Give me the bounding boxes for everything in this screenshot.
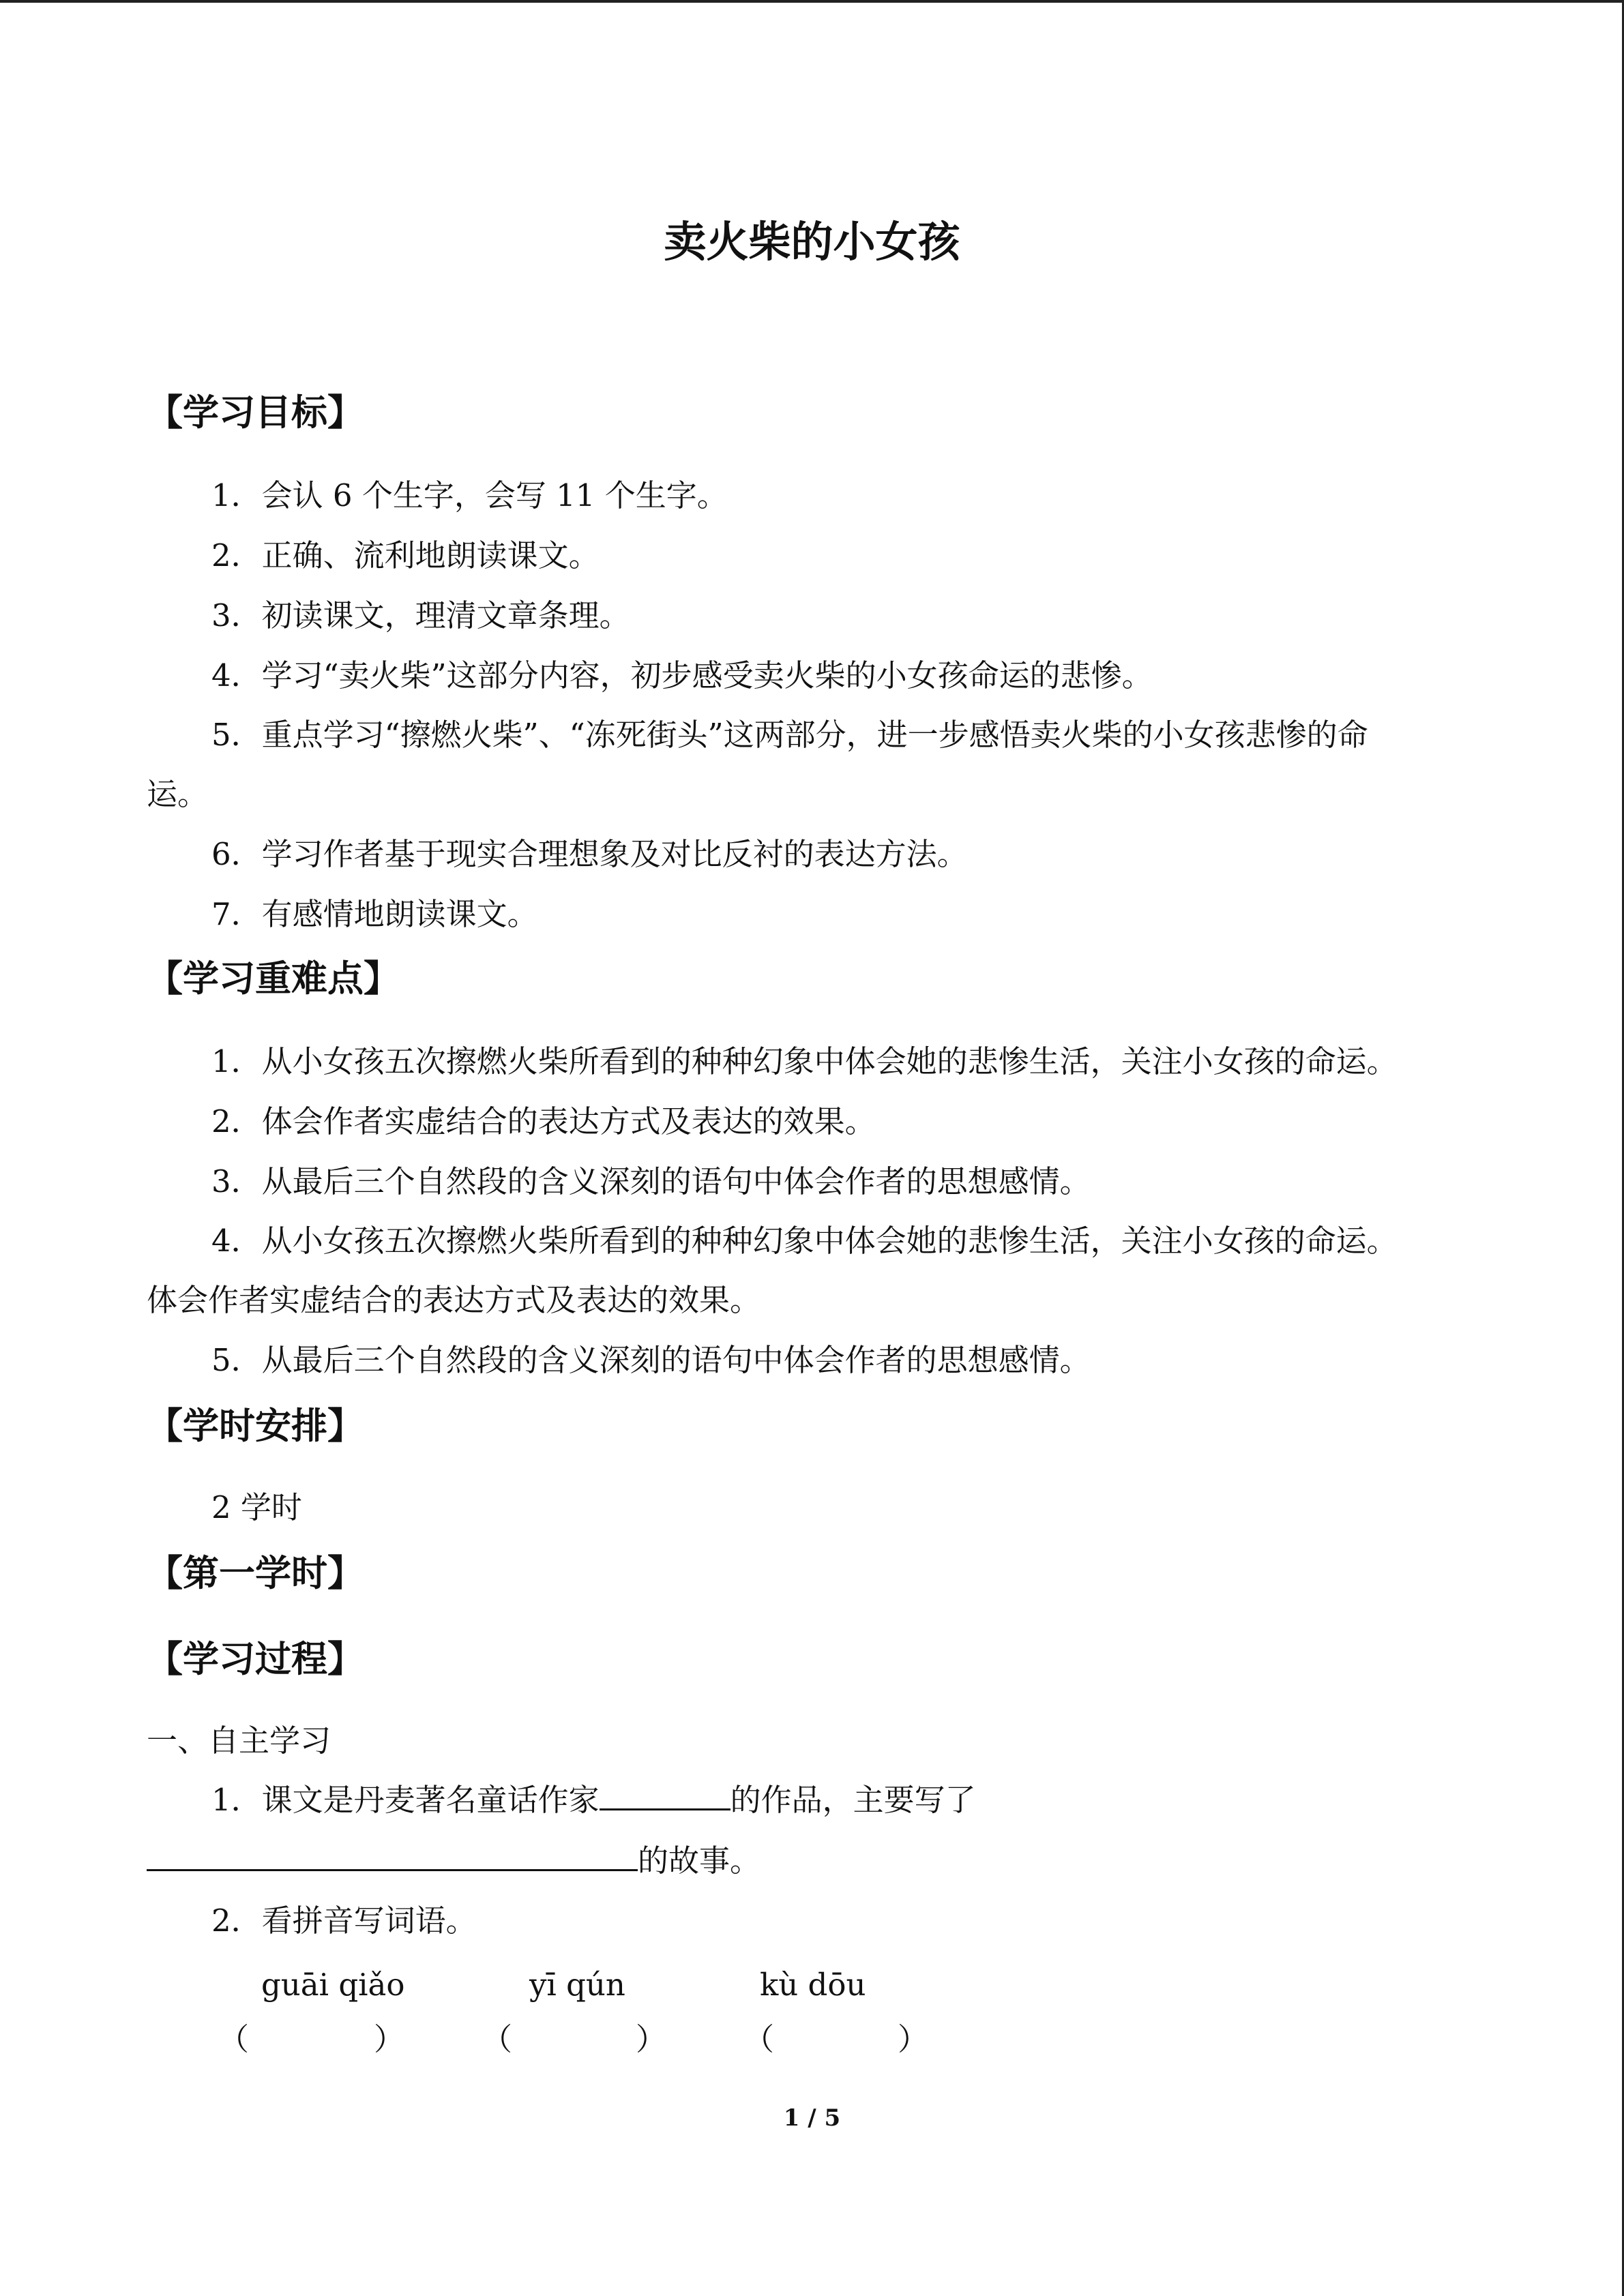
section-heading-process: 【学习过程】 — [147, 1639, 364, 1680]
key-point-item: 1．从小女孩五次擦燃火柴所看到的种种幻象中体会她的悲惨生活，关注小女孩的命运。 — [211, 1043, 1398, 1079]
answer-paren-close: ） — [374, 2021, 405, 2057]
question-2: 2．看拼音写词语。 — [211, 1903, 477, 1939]
question-1-line-1 — [211, 1776, 976, 1824]
pinyin-row — [0, 1961, 1624, 2009]
answer-paren-close: ） — [898, 2021, 929, 2057]
question-1-text-a: 1．课文是丹麦著名童话作家 — [211, 1782, 600, 1818]
objective-item: 7．有感情地朗读课文。 — [211, 896, 538, 932]
answer-paren-close: ） — [636, 2021, 667, 2057]
objective-item: 2．正确、流利地朗读课文。 — [211, 537, 600, 573]
story-blank[interactable] — [147, 1839, 638, 1871]
question-1-text-b: 的作品，主要写了 — [730, 1782, 976, 1818]
key-point-item-continued: 体会作者实虚结合的表达方式及表达的效果。 — [147, 1282, 761, 1318]
page-border-top — [0, 0, 1624, 3]
pinyin-item: yī qún — [529, 1967, 625, 2003]
objective-item: 3．初读课文，理清文章条理。 — [211, 597, 630, 633]
answer-row — [0, 2016, 1624, 2063]
pinyin-item: kù dōu — [760, 1967, 866, 2003]
section-heading-key-points: 【学习重难点】 — [147, 958, 400, 1000]
objective-item: 6．学习作者基于现实合理想象及对比反衬的表达方法。 — [211, 836, 968, 872]
self-study-heading: 一、自主学习 — [147, 1723, 331, 1759]
key-point-item: 5．从最后三个自然段的含义深刻的语句中体会作者的思想感情。 — [211, 1342, 1091, 1378]
section-heading-objectives: 【学习目标】 — [147, 392, 364, 434]
document-title: 卖火柴的小女孩 — [664, 217, 960, 267]
answer-paren-open: （ — [218, 2021, 250, 2057]
objective-item-continued: 运。 — [147, 776, 209, 812]
key-point-item: 2．体会作者实虚结合的表达方式及表达的效果。 — [211, 1103, 876, 1139]
author-blank[interactable] — [600, 1778, 730, 1810]
page-number: 1 / 5 — [783, 2104, 841, 2132]
section-heading-first-period: 【第一学时】 — [147, 1553, 364, 1594]
question-1-line-2 — [147, 1837, 761, 1885]
pinyin-item: guāi qiǎo — [261, 1967, 405, 2003]
objective-item: 5．重点学习“擦燃火柴”、“冻死街头”这两部分，进一步感悟卖火柴的小女孩悲惨的命 — [211, 717, 1368, 753]
key-point-item: 3．从最后三个自然段的含义深刻的语句中体会作者的思想感情。 — [211, 1163, 1091, 1199]
answer-paren-open: （ — [743, 2021, 775, 2057]
objective-item: 4．学习“卖火柴”这部分内容，初步感受卖火柴的小女孩命运的悲惨。 — [211, 657, 1153, 694]
schedule-text: 2 学时 — [211, 1489, 302, 1525]
objective-item: 1．会认 6 个生字，会写 11 个生字。 — [211, 477, 728, 513]
section-heading-schedule: 【学时安排】 — [147, 1405, 364, 1447]
key-point-item: 4．从小女孩五次擦燃火柴所看到的种种幻象中体会她的悲惨生活，关注小女孩的命运。 — [211, 1223, 1398, 1259]
question-1-text-c: 的故事。 — [638, 1843, 761, 1879]
answer-paren-open: （ — [482, 2021, 513, 2057]
